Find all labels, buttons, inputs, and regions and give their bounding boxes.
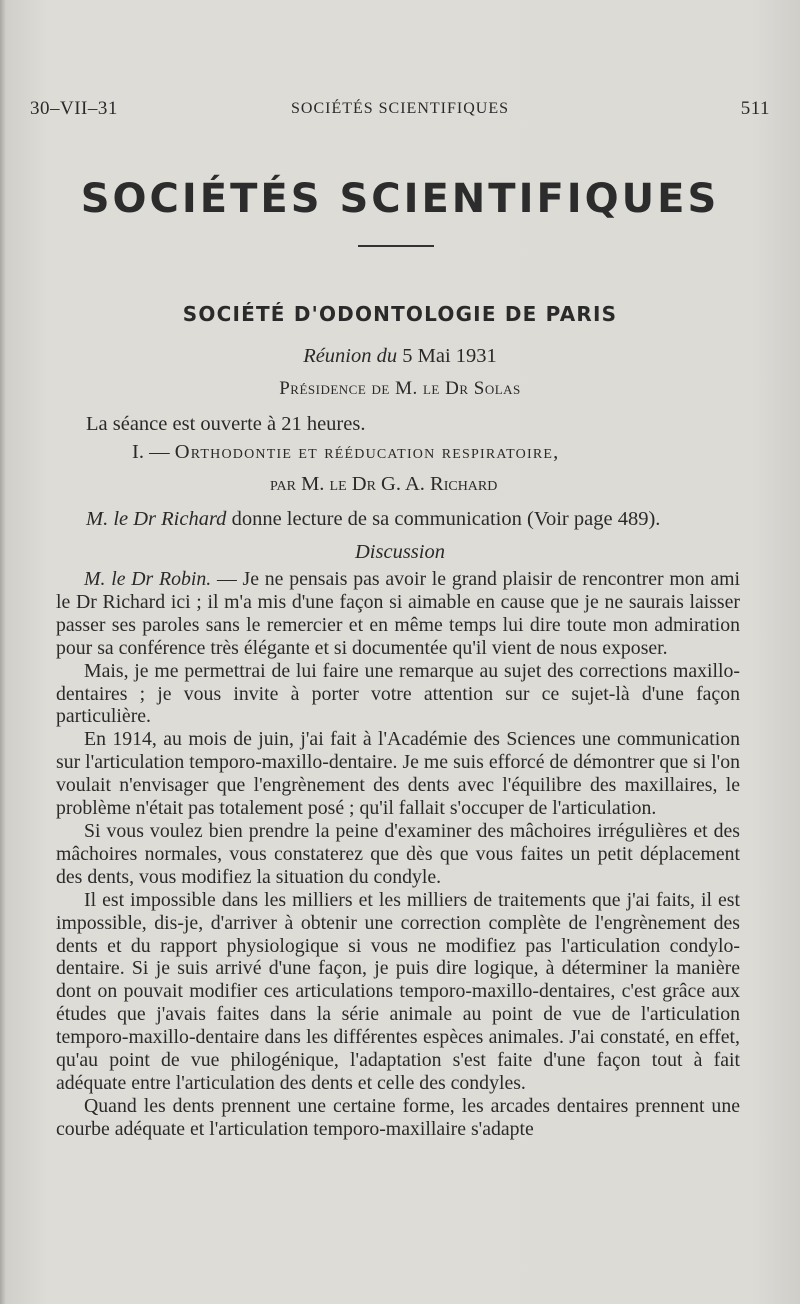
reunion-date: 5 Mai 1931 [402,345,497,367]
section-author: par M. le Dr G. A. Richard [270,473,498,495]
header-running-title: SOCIÉTÉS SCIENTIFIQUES [290,100,509,117]
title-divider [358,245,434,247]
reunion-label: Réunion du [303,345,398,367]
meeting-date [0,344,800,368]
section-number: I. — [132,441,170,463]
paragraph: Si vous voulez bien prendre la peine d'examiner des mâchoires irrégulières et des mâchoires normales, vous constaterez que dès que vous faites un petit déplacement des dents, vous modifiez la situation du condyle. [56,819,740,888]
discussion-body [56,568,740,1141]
paragraph: Quand les dents prennent une certaine forme, les arcades dentaires prennent une courbe adéquate et l'articulation temporo-maxillaire s'adapte [56,1094,740,1140]
paragraph-text: — Je ne pensais pas avoir le grand plaisir de rencontrer mon ami le Dr Richard ici ; il m'a mis d'une façon si aimable en cause que je ne saurais laisser passer ses paroles sans le remercier et en même temps lui dire toute mon admiration pour sa conférence très élégante et si documentée qu'il vient de nous exposer. [56,568,740,659]
lecture-line [86,507,772,531]
paragraph: Il est impossible dans les milliers et les milliers de traitements que j'ai faits, il est impossible, dis-je, d'arriver à obtenir une correction complète de l'engrènement des dents et du rapport physiologique si vous ne modifiez pas l'articulation condylo-dentaire. Si je suis arrivé d'une façon, je puis dire logique, à déterminer la manière dont on pouvait modifier ces articulations temporo-maxillo-dentaires, c'est grâce aux études que j'avais faites dans la série animale au point de vue de l'articulation temporo-maxillo-dentaire dans les différentes espèces animales. J'ai constaté, en effet, qu'au point de vue philogénique, l'adaptation s'est faite d'une façon tout à fait adéquate entre l'articulation des dents et celle des condyles. [56,888,740,1094]
discussion-heading: Discussion [355,541,445,563]
paragraph-speaker: M. le Dr Robin. [84,568,212,590]
page-title: SOCIÉTÉS SCIENTIFIQUES [80,176,720,222]
section-title: Orthodontie et rééducation respiratoire, [174,441,560,463]
presidence: Présidence de M. le Dr Solas [279,378,521,399]
lecture-speaker: M. le Dr Richard [86,508,227,530]
paragraph: Mais, je me permettrai de lui faire une remarque au sujet des corrections maxillo-dentaires ; je vous invite à porter votre attention sur ce sujet-là d'une façon particulière. [56,659,740,728]
society-heading: SOCIÉTÉ D'ODONTOLOGIE DE PARIS [182,302,618,326]
paragraph: En 1914, au mois de juin, j'ai fait à l'Académie des Sciences une communication sur l'articulation temporo-maxillo-dentaire. Je me suis efforcé de démontrer que si l'on voulait n'envisager que l'engrènement des dents avec l'équilibre des maxillaires, le problème n'était pas totalement posé ; qu'il fallait s'occuper de l'articulation. [56,728,740,820]
paragraph [56,568,740,660]
lecture-text: donne lecture de sa communication (Voir page 489). [231,508,661,530]
header-date: 30–VII–31 [30,98,118,119]
section-heading [132,440,740,464]
running-head [30,98,770,122]
opening-line: La séance est ouverte à 21 heures. [86,413,366,435]
page-number: 511 [740,98,770,119]
